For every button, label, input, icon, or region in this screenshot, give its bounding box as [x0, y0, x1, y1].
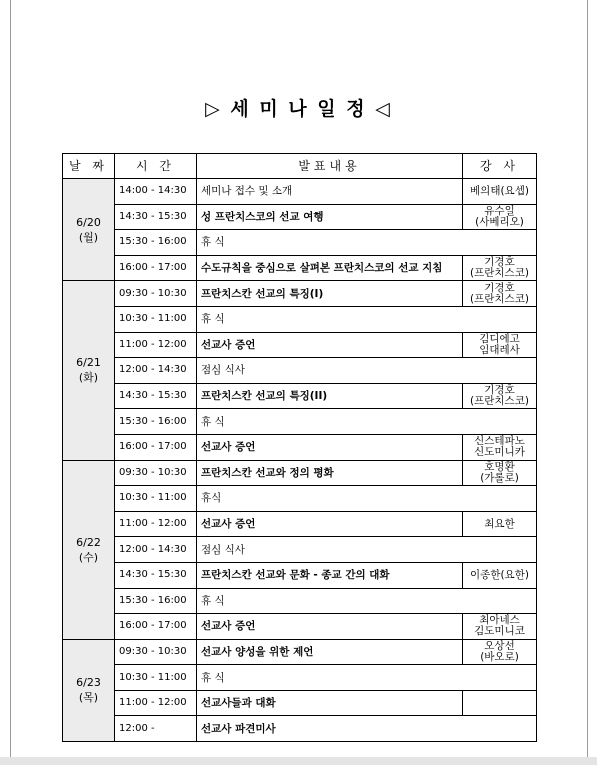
table-row: [63, 204, 537, 230]
lecturer-name: 최요한: [484, 517, 515, 530]
topic-cell: 선교사 증언: [197, 332, 463, 358]
topic-cell: 선교사 증언: [197, 511, 463, 537]
table-header-row: [63, 154, 537, 179]
lecturer-name: (프란치스코): [470, 395, 529, 408]
date-label: 6/20: [76, 215, 101, 229]
lecturer-name: (바오로): [480, 650, 519, 663]
lecturer-name: 신스테파노: [474, 435, 525, 448]
time-cell: 15:30 - 16:00: [115, 409, 197, 435]
lecturer-name: 기경호: [484, 384, 515, 397]
table-row: [63, 409, 537, 435]
topic-cell: 선교사들과 대화: [197, 690, 463, 716]
time-cell: 10:30 - 11:00: [115, 665, 197, 691]
time-cell: 10:30 - 11:00: [115, 306, 197, 332]
date-label: 6/22: [76, 535, 101, 549]
lecturer-name: 이종한(요한): [470, 568, 529, 581]
page-title: ▷ 세 미 나 일 정 ◁: [205, 98, 392, 120]
lecturer-name: 김디에고: [479, 332, 520, 345]
time-cell: 14:30 - 15:30: [115, 562, 197, 588]
table-row: [63, 639, 537, 665]
header-topic: 발표내용: [197, 154, 463, 179]
lecturer-name: (프란치스코): [470, 267, 529, 280]
lecturer-name: 베의태(요셉): [470, 184, 529, 197]
time-cell: 12:00 - 14:30: [115, 358, 197, 384]
topic-cell: 수도규칙을 중심으로 살펴본 프란치스코의 선교 지침: [197, 255, 463, 281]
time-cell: 11:00 - 12:00: [115, 511, 197, 537]
date-cell: [63, 179, 115, 281]
topic-cell: 프란치스칸 선교와 문화 - 종교 간의 대화: [197, 562, 463, 588]
lecturer-cell: [463, 281, 537, 307]
table-row: [63, 306, 537, 332]
date-label: 6/21: [76, 356, 101, 370]
topic-cell: 휴식: [197, 486, 537, 512]
topic-cell: 선교사 증언: [197, 614, 463, 640]
topic-cell: 프란치스칸 선교의 특징(II): [197, 383, 463, 409]
table-row: [63, 690, 537, 716]
topic-cell: 프란치스칸 선교와 정의 평화: [197, 460, 463, 486]
table-row: [63, 332, 537, 358]
lecturer-name: 임대레사: [479, 343, 520, 356]
table-row: [63, 486, 537, 512]
lecturer-name: 신도미니카: [474, 446, 525, 459]
table-row: [63, 358, 537, 384]
table-row: [63, 230, 537, 256]
weekday-label: (화): [78, 371, 99, 385]
lecturer-name: (가롤로): [480, 471, 519, 484]
lecturer-name: 유수일: [484, 204, 515, 217]
time-cell: 15:30 - 16:00: [115, 588, 197, 614]
topic-cell: 휴 식: [197, 588, 537, 614]
topic-cell: 선교사 양성을 위한 제언: [197, 639, 463, 665]
lecturer-cell: [463, 614, 537, 640]
lecturer-cell: [463, 460, 537, 486]
topic-cell: 성 프란치스코의 선교 여행: [197, 204, 463, 230]
lecturer-name: 오상선: [484, 639, 515, 652]
schedule-body: [63, 179, 537, 742]
topic-cell: 선교사 파견미사: [197, 716, 537, 742]
date-label: 6/23: [76, 676, 101, 690]
lecturer-cell: [463, 562, 537, 588]
topic-cell: 휴 식: [197, 230, 537, 256]
date-cell: [63, 639, 115, 741]
topic-cell: 프란치스칸 선교의 특징(I): [197, 281, 463, 307]
table-row: [63, 588, 537, 614]
time-cell: 16:00 - 17:00: [115, 255, 197, 281]
table-row: [63, 537, 537, 563]
time-cell: 15:30 - 16:00: [115, 230, 197, 256]
lecturer-cell: [463, 179, 537, 205]
table-row: [63, 255, 537, 281]
table-row: [63, 614, 537, 640]
table-row: [63, 562, 537, 588]
lecturer-name: (사베리오): [475, 215, 524, 228]
topic-cell: 점심 식사: [197, 358, 537, 384]
table-row: [63, 434, 537, 460]
seminar-schedule-table: [62, 153, 537, 742]
time-cell: 14:30 - 15:30: [115, 204, 197, 230]
lecturer-name: 호명환: [484, 460, 515, 473]
table-row: [63, 383, 537, 409]
lecturer-cell: [463, 383, 537, 409]
header-lecturer: 강 사: [463, 154, 537, 179]
time-cell: 14:30 - 15:30: [115, 383, 197, 409]
table-row: [63, 281, 537, 307]
table-row: [63, 460, 537, 486]
topic-cell: 선교사 증언: [197, 434, 463, 460]
lecturer-name: (프란치스코): [470, 292, 529, 305]
time-cell: 12:00 -: [115, 716, 197, 742]
time-cell: 11:00 - 12:00: [115, 332, 197, 358]
lecturer-cell: [463, 434, 537, 460]
topic-cell: 점심 식사: [197, 537, 537, 563]
header-time: 시 간: [115, 154, 197, 179]
lecturer-name: 김도미니코: [474, 625, 525, 638]
time-cell: 14:00 - 14:30: [115, 179, 197, 205]
time-cell: 09:30 - 10:30: [115, 639, 197, 665]
lecturer-cell: [463, 332, 537, 358]
lecturer-name: 최아네스: [479, 614, 520, 627]
time-cell: 16:00 - 17:00: [115, 614, 197, 640]
date-cell: [63, 460, 115, 639]
weekday-label: (목): [78, 691, 99, 705]
lecturer-name: 기경호: [484, 256, 515, 269]
header-date: 날 짜: [63, 154, 115, 179]
lecturer-name: 기경호: [484, 281, 515, 294]
table-row: [63, 511, 537, 537]
lecturer-cell: [463, 639, 537, 665]
time-cell: 10:30 - 11:00: [115, 486, 197, 512]
weekday-label: (월): [78, 230, 99, 244]
time-cell: 09:30 - 10:30: [115, 460, 197, 486]
table-row: [63, 665, 537, 691]
topic-cell: 휴 식: [197, 306, 537, 332]
time-cell: 12:00 - 14:30: [115, 537, 197, 563]
weekday-label: (수): [78, 550, 99, 564]
lecturer-cell: [463, 690, 537, 716]
table-row: [63, 716, 537, 742]
topic-cell: 휴 식: [197, 409, 537, 435]
topic-cell: 세미나 접수 및 소개: [197, 179, 463, 205]
page-bottom-edge: [0, 757, 597, 765]
table-row: [63, 179, 537, 205]
topic-cell: 휴 식: [197, 665, 537, 691]
time-cell: 16:00 - 17:00: [115, 434, 197, 460]
time-cell: 09:30 - 10:30: [115, 281, 197, 307]
lecturer-cell: [463, 255, 537, 281]
lecturer-cell: [463, 204, 537, 230]
date-cell: [63, 281, 115, 460]
time-cell: 11:00 - 12:00: [115, 690, 197, 716]
lecturer-cell: [463, 511, 537, 537]
